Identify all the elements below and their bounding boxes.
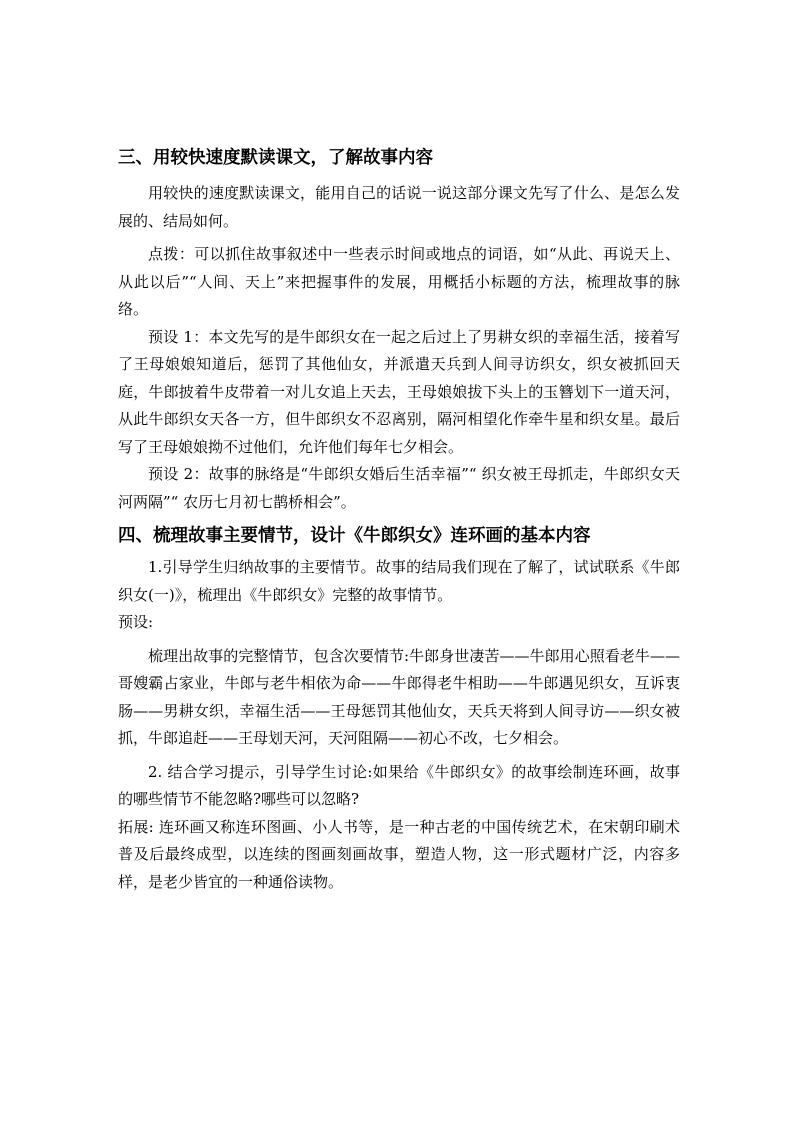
section-heading-3: 三、用较快速度默读课文，了解故事内容 — [118, 148, 433, 168]
paragraph-hint: 点拨：可以抓住故事叙述中一些表示时间或地点的词语，如“从此、再说天上、从此以后”“人间、天上”来把握事件的发展，用概括小标题的方法，梳理故事的脉络。 — [118, 245, 680, 318]
paragraph-plot-step-1: 1.引导学生归纳故事的主要情节。故事的结局我们现在了解了，试试联系《牛郎织女(一)》，梳理出《牛郎织女》完整的故事情节。 — [118, 558, 680, 604]
paragraph-preset-label: 预设: — [118, 613, 154, 631]
document-page — [118, 142, 680, 896]
paragraph-discussion-step-2: 2. 结合学习提示，引导学生讨论:如果给《牛郎织女》的故事绘制连环画，故事的哪些情节不能忽略?哪些可以忽略? — [118, 762, 680, 808]
paragraph-preset-1: 预设 1：本文先写的是牛郎织女在一起之后过上了男耕女织的幸福生活，接着写了王母娘娘知道后，惩罚了其他仙女，并派遣天兵到人间寻访织女，织女被抓回天庭，牛郎披着牛皮带着一对儿女追上天去，王母娘娘拔下头上的玉簪划下一道天河，从此牛郎织女天各一方，但牛郎织女不忍离别，隔河相望化作牵牛星和织女星。最后写了王母娘娘拗不过他们，允许他们每年七夕相会。 — [118, 327, 680, 456]
paragraph-reading-task: 用较快的速度默读课文，能用自己的话说一说这部分课文先写了什么、是怎么发展的、结局如何。 — [118, 184, 680, 230]
paragraph-extension: 拓展: 连环画又称连环图画、小人书等，是一种古老的中国传统艺术，在宋朝印刷术普及后最终成型，以连续的图画刻画故事，塑造人物，这一形式题材广泛，内容多样，是老少皆宜的一种通俗读物。 — [118, 817, 680, 891]
paragraph-full-plot: 梳理出故事的完整情节，包含次要情节:牛郎身世凄苦——牛郎用心照看老牛——哥嫂霸占家业，牛郎与老牛相依为命——牛郎得老牛相助——牛郎遇见织女，互诉衷肠——男耕女织，幸福生活——王母惩罚其他仙女，天兵天将到人间寻访——织女被抓，牛郎追赶——王母划天河，天河阻隔——初心不改，七夕相会。 — [118, 646, 680, 747]
section-heading-4: 四、梳理故事主要情节，设计《牛郎织女》连环画的基本内容 — [118, 526, 591, 546]
paragraph-preset-2: 预设 2：故事的脉络是“牛郎织女婚后生活幸福”“ 织女被王母抓走，牛郎织女天河两隔”“ 农历七月初七鹊桥相会”。 — [118, 465, 680, 511]
